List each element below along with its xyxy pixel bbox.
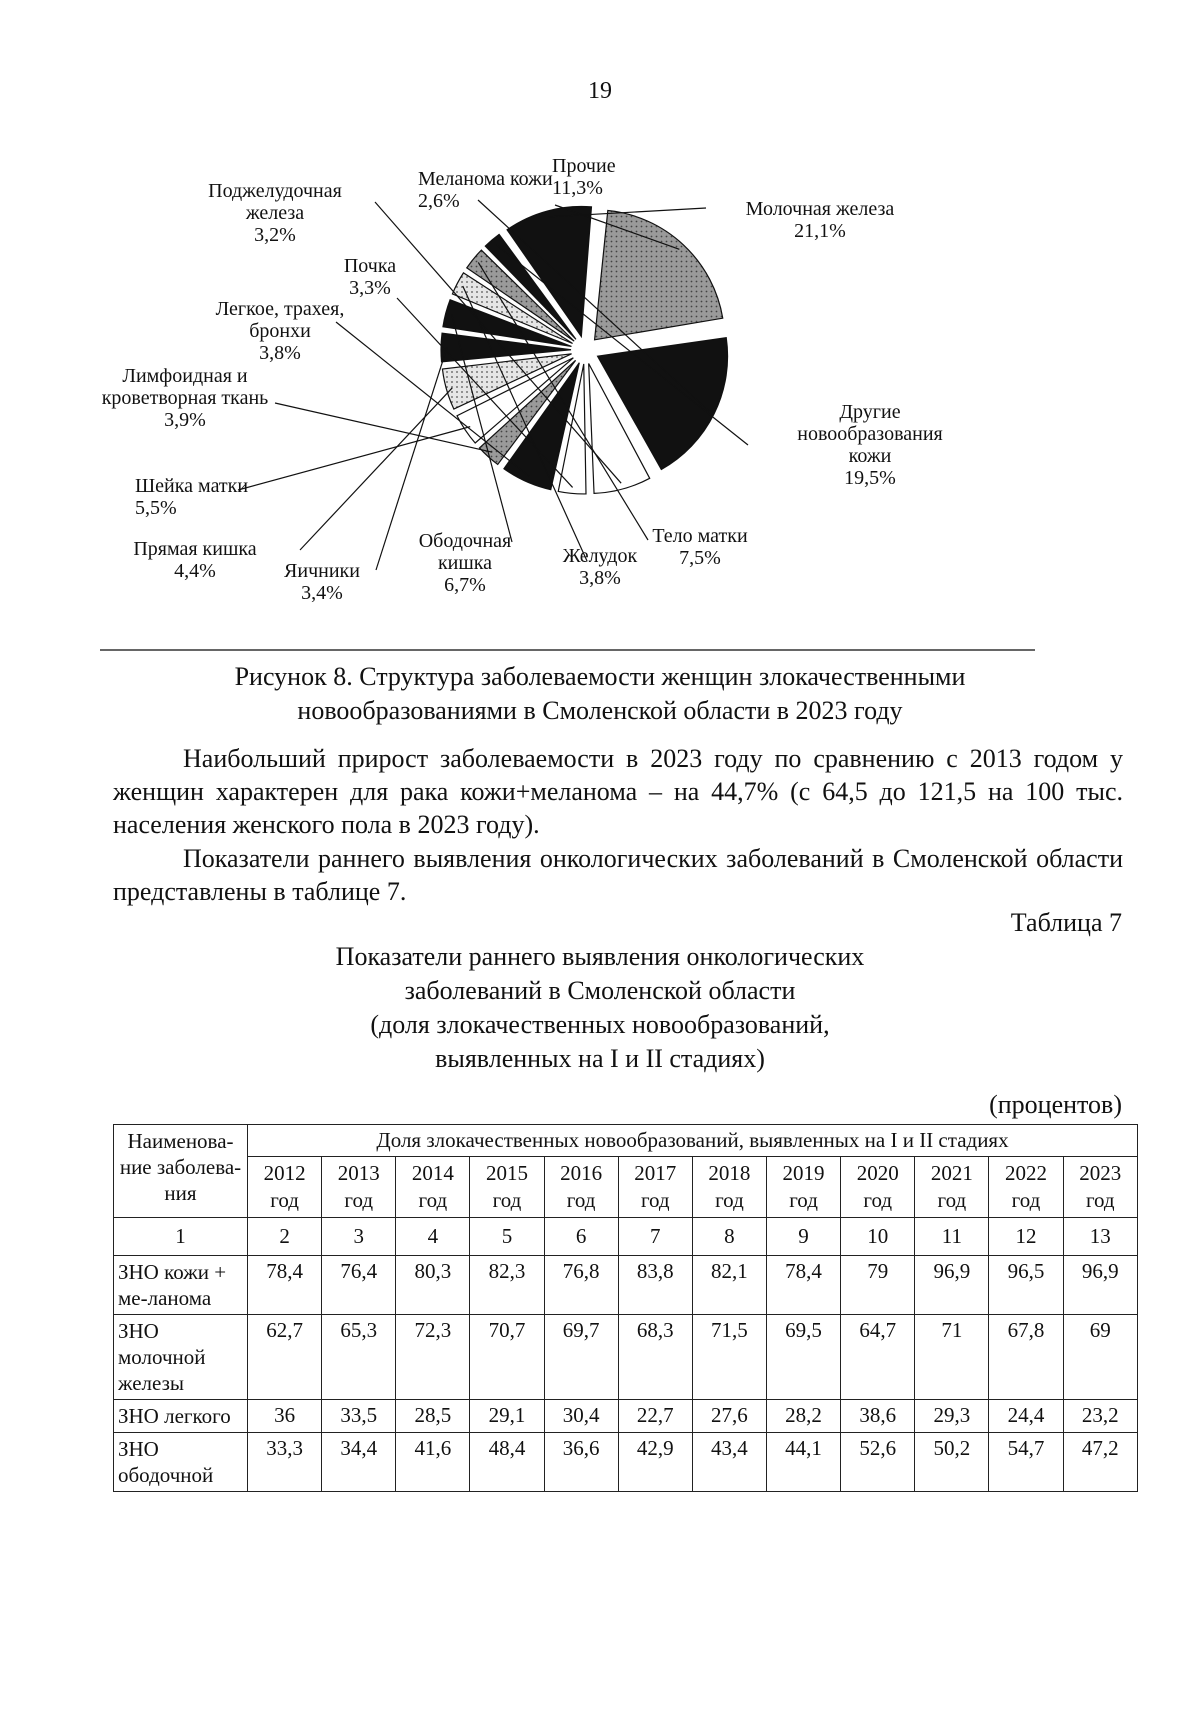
row-name: ЗНО легкого: [114, 1400, 248, 1433]
year-suffix: год: [1011, 1188, 1041, 1212]
table-cell: 50,2: [915, 1433, 989, 1492]
table-cell: 36,6: [544, 1433, 618, 1492]
column-number: 13: [1063, 1218, 1137, 1256]
table-cell: 41,6: [396, 1433, 470, 1492]
year-value: 2023: [1079, 1161, 1122, 1185]
table-cell: 54,7: [989, 1433, 1063, 1492]
table-cell: 80,3: [396, 1256, 470, 1315]
table-cell: 83,8: [618, 1256, 692, 1315]
pie-chart-svg: [100, 150, 1120, 660]
table-cell: 28,5: [396, 1400, 470, 1433]
slice-label-12: [797, 401, 943, 489]
column-number: 9: [766, 1218, 840, 1256]
table-cell: 52,6: [841, 1433, 915, 1492]
slice-label-line: 4,4%: [174, 560, 216, 582]
table-cell: 33,3: [248, 1433, 322, 1492]
table-cell: 69,5: [766, 1315, 840, 1400]
column-number: 11: [915, 1218, 989, 1256]
slice-label-line: 7,5%: [679, 547, 721, 569]
slice-label-line: 3,2%: [254, 224, 296, 246]
early-detection-table: [113, 1124, 1138, 1492]
table-cell: 96,9: [915, 1256, 989, 1315]
column-number: 6: [544, 1218, 618, 1256]
group-header: Доля злокачественных новообразований, выявленных на I и II стадиях: [248, 1125, 1138, 1157]
table-row: [114, 1315, 1138, 1400]
year-value: 2017: [634, 1161, 677, 1185]
slice-label-0: [552, 155, 616, 199]
column-number: 5: [470, 1218, 544, 1256]
table-cell: 71,5: [692, 1315, 766, 1400]
table-cell: 24,4: [989, 1400, 1063, 1433]
year-value: 2014: [411, 1161, 454, 1185]
slice-label-line: Тело матки: [652, 525, 748, 547]
slice-label-line: кишка: [437, 552, 493, 574]
slice-label-1: [418, 168, 553, 212]
table-cell: 96,9: [1063, 1256, 1137, 1315]
table-cell: 23,2: [1063, 1400, 1137, 1433]
year-suffix: год: [789, 1188, 818, 1212]
slice-label-line: 3,8%: [259, 342, 301, 364]
caption-line-2: новообразованиями в Смоленской области в 2023 году: [297, 696, 903, 725]
slice-label-line: Шейка матки: [135, 475, 249, 497]
slice-label-line: железа: [245, 202, 305, 224]
slice-label-9: [419, 530, 512, 596]
year-header-2014: [396, 1157, 470, 1218]
row-name: ЗНО молочной железы: [114, 1315, 248, 1400]
year-header-2018: [692, 1157, 766, 1218]
slice-label-line: Почка: [343, 255, 397, 277]
slice-label-line: новообразования: [797, 423, 943, 445]
pie-chart: [100, 150, 1120, 660]
table-title-line-4: выявленных на I и II стадиях): [435, 1044, 765, 1073]
year-header-2020: [841, 1157, 915, 1218]
slice-label-line: 19,5%: [844, 467, 896, 489]
leader-line-6: [238, 427, 470, 490]
table-cell: 78,4: [766, 1256, 840, 1315]
year-header-2017: [618, 1157, 692, 1218]
year-header-2019: [766, 1157, 840, 1218]
table-cell: 42,9: [618, 1433, 692, 1492]
table-cell: 82,1: [692, 1256, 766, 1315]
table-cell: 64,7: [841, 1315, 915, 1400]
slice-label-4: [216, 298, 345, 364]
year-suffix: год: [640, 1188, 670, 1212]
year-suffix: год: [715, 1188, 744, 1212]
table-cell: 28,2: [766, 1400, 840, 1433]
table-cell: 79: [841, 1256, 915, 1315]
year-suffix: год: [863, 1188, 893, 1212]
column-number-row: [114, 1218, 1138, 1256]
year-value: 2022: [1004, 1161, 1047, 1185]
slice-label-line: 6,7%: [444, 574, 486, 596]
table-cell: 27,6: [692, 1400, 766, 1433]
table-cell: 78,4: [248, 1256, 322, 1315]
table-cell: 71: [915, 1315, 989, 1400]
column-number: 4: [396, 1218, 470, 1256]
table-cell: 47,2: [1063, 1433, 1137, 1492]
slice-label-line: 3,4%: [301, 582, 343, 604]
slice-label-line: Легкое, трахея,: [215, 298, 345, 320]
corner-header: Наименова-ние заболева-ния: [114, 1125, 248, 1218]
slice-label-5: [102, 365, 269, 431]
year-header-2012: [248, 1157, 322, 1218]
slice-label-line: Желудок: [562, 545, 638, 567]
row-name: ЗНО ободочной: [114, 1433, 248, 1492]
year-value: 2018: [708, 1161, 751, 1185]
column-number: 12: [989, 1218, 1063, 1256]
table-cell: 38,6: [841, 1400, 915, 1433]
table-cell: 70,7: [470, 1315, 544, 1400]
year-suffix: год: [937, 1188, 967, 1212]
table-cell: 29,3: [915, 1400, 989, 1433]
table-cell: 22,7: [618, 1400, 692, 1433]
caption-line-1: Рисунок 8. Структура заболеваемости женщин злокачественными: [234, 662, 966, 691]
year-suffix: год: [566, 1188, 596, 1212]
table-row: [114, 1400, 1138, 1433]
table-title-line-1: Показатели раннего выявления онкологических: [335, 942, 865, 971]
slice-label-8: [284, 560, 360, 604]
slice-label-10: [563, 545, 638, 589]
slice-label-2: [208, 180, 342, 246]
slice-label-line: Прямая кишка: [133, 538, 257, 560]
column-number: 1: [114, 1218, 248, 1256]
table-title-line-2: заболеваний в Смоленской области: [404, 976, 796, 1005]
slice-label-11: [652, 525, 748, 569]
table-cell: 65,3: [322, 1315, 396, 1400]
slice-label-7: [133, 538, 256, 582]
figure-caption: [150, 660, 1050, 728]
slice-label-line: 3,8%: [579, 567, 621, 589]
table-cell: 29,1: [470, 1400, 544, 1433]
table-cell: 68,3: [618, 1315, 692, 1400]
table-cell: 76,4: [322, 1256, 396, 1315]
slice-label-line: Прочие: [552, 155, 616, 177]
year-header-2015: [470, 1157, 544, 1218]
slice-label-line: Молочная железа: [745, 198, 895, 220]
slice-label-line: Поджелудочная: [208, 180, 342, 202]
slice-label-line: бронхи: [249, 320, 311, 342]
year-suffix: год: [492, 1188, 522, 1212]
year-header-2016: [544, 1157, 618, 1218]
slice-label-line: Меланома кожи: [418, 168, 553, 190]
slice-label-line: Яичники: [284, 560, 360, 582]
table-cell: 30,4: [544, 1400, 618, 1433]
year-suffix: год: [418, 1188, 448, 1212]
leader-line-5: [275, 403, 492, 452]
slice-label-line: 11,3%: [552, 177, 603, 199]
table-title-line-3: (доля злокачественных новообразований,: [370, 1010, 830, 1039]
table-cell: 44,1: [766, 1433, 840, 1492]
page-number: 19: [588, 78, 612, 104]
paragraph-1: Наибольший прирост заболеваемости в 2023 году по сравнению с 2013 годом у женщин характерен для рака кожи+меланома – на 44,7% (с 64,5 до 121,5 на 100 тыс. населения женского пола в 2023 году).: [113, 744, 1123, 839]
year-header-2013: [322, 1157, 396, 1218]
table-cell: 76,8: [544, 1256, 618, 1315]
year-header-2023: [1063, 1157, 1137, 1218]
year-suffix: год: [1085, 1188, 1115, 1212]
table-cell: 33,5: [322, 1400, 396, 1433]
table-cell: 69,7: [544, 1315, 618, 1400]
year-value: 2019: [782, 1161, 825, 1185]
year-value: 2015: [485, 1161, 528, 1185]
column-number: 10: [841, 1218, 915, 1256]
year-header-2021: [915, 1157, 989, 1218]
slice-label-line: 5,5%: [135, 497, 177, 519]
table-cell: 82,3: [470, 1256, 544, 1315]
table-header-row: [114, 1125, 1138, 1157]
slice-label-6: [135, 475, 248, 519]
year-value: 2021: [930, 1161, 973, 1185]
year-header-2022: [989, 1157, 1063, 1218]
year-value: 2013: [337, 1161, 380, 1185]
slice-label-line: Другие: [839, 401, 901, 423]
column-number: 7: [618, 1218, 692, 1256]
table-title: [250, 940, 950, 1076]
table-cell: 48,4: [470, 1433, 544, 1492]
slice-label-line: Лимфоидная и: [122, 365, 248, 387]
slice-label-line: 21,1%: [794, 220, 846, 242]
slice-label-line: кожи: [848, 445, 892, 467]
row-name: ЗНО кожи + ме-ланома: [114, 1256, 248, 1315]
slice-label-13: [746, 198, 895, 242]
pie-slice-0: [595, 210, 723, 339]
year-value: 2016: [560, 1161, 603, 1185]
year-value: 2020: [856, 1161, 899, 1185]
year-suffix: год: [270, 1188, 299, 1212]
slice-label-line: 3,3%: [349, 277, 391, 299]
table-cell: 72,3: [396, 1315, 470, 1400]
table-label: Таблица 7: [1010, 908, 1122, 937]
table-row: [114, 1433, 1138, 1492]
slice-label-line: 3,9%: [164, 409, 206, 431]
column-number: 8: [692, 1218, 766, 1256]
table-cell: 96,5: [989, 1256, 1063, 1315]
year-header-row: [114, 1157, 1138, 1218]
column-number: 2: [248, 1218, 322, 1256]
slice-label-line: кроветворная ткань: [101, 387, 269, 409]
column-number: 3: [322, 1218, 396, 1256]
table-cell: 67,8: [989, 1315, 1063, 1400]
table-cell: 36: [248, 1400, 322, 1433]
paragraph-2: Показатели раннего выявления онкологических заболеваний в Смоленской области представлены в таблице 7.: [113, 844, 1123, 906]
table-cell: 62,7: [248, 1315, 322, 1400]
table-cell: 34,4: [322, 1433, 396, 1492]
year-value: 2012: [263, 1161, 306, 1185]
slice-label-line: Ободочная: [418, 530, 512, 552]
slice-label-3: [344, 255, 396, 299]
leader-line-7: [300, 388, 452, 550]
table-cell: 69: [1063, 1315, 1137, 1400]
year-suffix: год: [344, 1188, 374, 1212]
slice-label-line: 2,6%: [418, 190, 460, 212]
table-row: [114, 1256, 1138, 1315]
table-cell: 43,4: [692, 1433, 766, 1492]
table-units: (процентов): [989, 1090, 1122, 1119]
